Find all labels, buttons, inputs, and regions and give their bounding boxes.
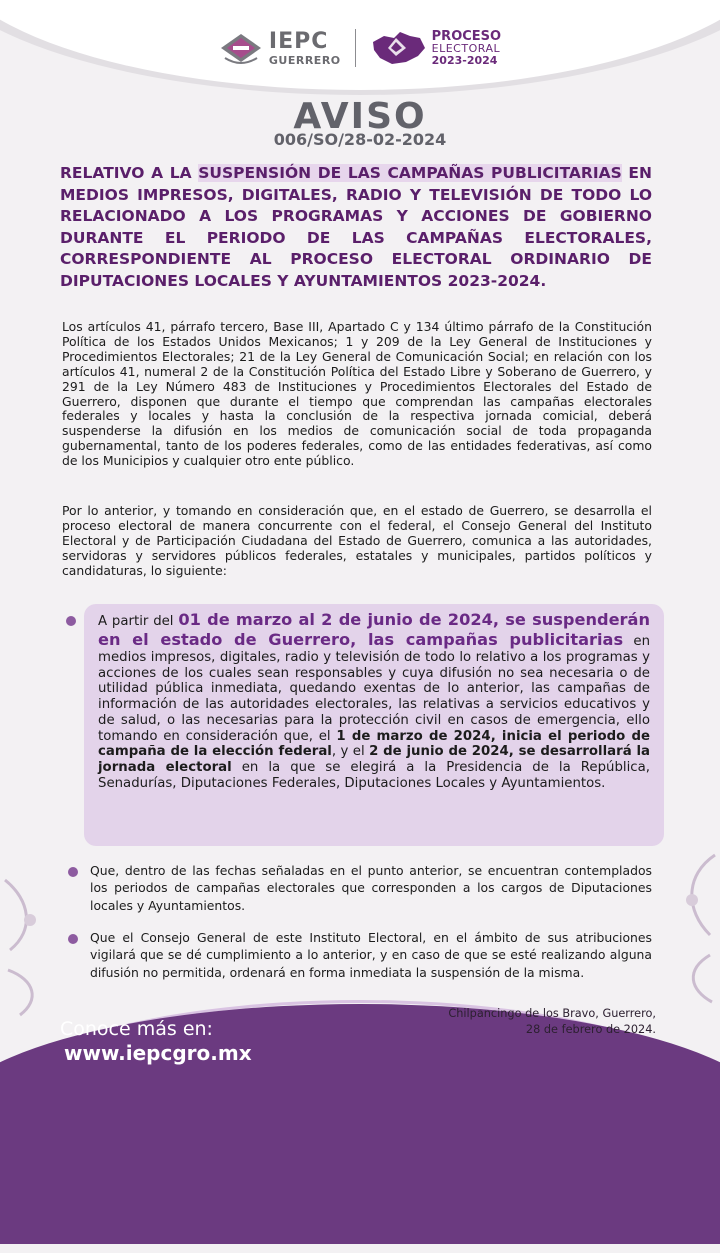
logo-divider — [355, 29, 356, 67]
heading-highlight: SUSPENSIÓN DE LAS CAMPAÑAS PUBLICITARIAS — [198, 164, 622, 182]
communication-paragraph: Por lo anterior, y tomando en consideración que, en el estado de Guerrero, se desarrolla el proceso electoral de manera concurrente con el federal, el Consejo General del Instituto Electoral y de Participación Ciudadana del Estado de Guerrero, comunica a las autoridades, servidoras y servidores públicos federales, estatales y municipales, partidos políticos y candidaturas, lo siguiente: — [62, 503, 652, 578]
legal-paragraph: Los artículos 41, párrafo tercero, Base III, Apartado C y 134 último párrafo de la Constitución Política de los Estados Unidos Mexicanos; 1 y 209 de la Ley General de Instituciones y Procedimientos Electorales; 21 de la Ley General de Comunicación Social; en relación con los artículos 41, numeral 2 de la Constitución Política del Estado Libre y Soberano de Guerrero, y 291 de la Ley Número 483 de Instituciones y Procedimientos Electorales del Estado de Guerrero, disponen que durante el tiempo que comprendan las campañas electorales federales y locales y hasta la conclusión de la respectiva jornada comicial, deberá suspenderse la difusión en los medios de comunicación social de toda propaganda gubernamental, tanto de los poderes federales, como de las entidades federativas, así como de los Municipios y cualquier otro ente público. — [62, 319, 652, 469]
bullet-1-post: en la que se elegirá a la Presidencia de la República, Senadurías, Diputaciones Federales, Diputaciones Locales y Ayuntamientos. — [98, 759, 650, 791]
bullet-1-dot — [66, 616, 76, 626]
footer-date: 28 de febrero de 2024. — [525, 1023, 656, 1036]
org-sub: GUERRERO — [268, 53, 341, 67]
notice-code: 006/SO/28-02-2024 — [273, 130, 447, 149]
footer-place: Chilpancingo de los Bravo, Guerrero, — [448, 1007, 656, 1020]
process-logo — [370, 28, 501, 68]
bullet-1-strong: 01 de marzo al 2 de junio de 2024, se suspenderán en el estado de Guerrero, las campañas publicitarias — [98, 610, 650, 649]
right-ornament-icon — [660, 840, 720, 1010]
left-ornament-icon — [0, 860, 60, 1020]
iepc-emblem-icon — [219, 28, 263, 68]
notice-title: AVISO — [293, 96, 427, 137]
footer-arc — [0, 1004, 720, 1244]
bullet-3-dot — [68, 934, 78, 944]
iepc-logo — [219, 28, 341, 68]
bullet-3-text: Que el Consejo General de este Instituto Electoral, en el ámbito de sus atribuciones vigilará que se dé cumplimiento a lo anterior, y en caso de que se esté realizando alguna difusión no permitida, ordenará en forma inmediata la suspensión de la misma. — [90, 930, 652, 980]
heading-pre: RELATIVO A LA — [60, 164, 199, 182]
notice-heading — [60, 163, 652, 292]
header-logos — [0, 18, 720, 78]
bullet-2-text: Que, dentro de las fechas señaladas en el punto anterior, se encuentran contemplados los periodos de campañas electorales que corresponden a los cargos de Diputaciones locales y Ayuntamientos. — [90, 863, 652, 913]
bullet-2-dot — [68, 867, 78, 877]
process-line1: PROCESO — [431, 28, 502, 44]
bullet-1-text — [98, 610, 650, 791]
bullet-1-mid: en medios impresos, digitales, radio y televisión de todo lo relativo a los programas y acciones de los cuales sean responsables y cuya difusión no sea necesaria o de utilidad pública inmediata, quedando exentas de lo anterior, las campañas de información de las autoridades electorales, las relativas a servicios educativos y de salud, o las necesarias para la protección civil en casos de emergencia, ello tomando en consideración que, el — [98, 634, 651, 744]
org-name: IEPC — [268, 28, 329, 54]
guerrero-map-icon — [370, 28, 428, 68]
bullet-1-pre: A partir del — [98, 614, 179, 629]
footer-url-link[interactable]: www.iepcgro.mx — [64, 1041, 252, 1065]
bullet-1-bold-2: 2 de junio de 2024, se desarrollará la jornada electoral — [98, 744, 651, 775]
bullet-1-box — [84, 604, 664, 846]
bullet-1-mid-2: , y el — [331, 744, 370, 760]
footer-conoce: Conoce más en: — [60, 1018, 213, 1040]
process-line3: 2023-2024 — [431, 53, 498, 67]
process-line2: ELECTORAL — [431, 42, 501, 56]
footer-place-date — [448, 1006, 656, 1038]
bullet-1-bold-1: 1 de marzo de 2024, inicia el periodo de campaña de la elección federal — [98, 728, 650, 760]
heading-post: EN MEDIOS IMPRESOS, DIGITALES, RADIO Y TELEVISIÓN DE TODO LO RELACIONADO A LOS PROGRAMAS Y ACCIONES DE GOBIERNO DURANTE EL PERIODO DE LAS CAMPAÑAS ELECTORALES, CORRESPONDIENTE AL PROCESO ELECTORAL ORDINARIO DE DIPUTACIONES LOCALES Y AYUNTAMIENTOS 2023-2024. — [60, 164, 652, 290]
